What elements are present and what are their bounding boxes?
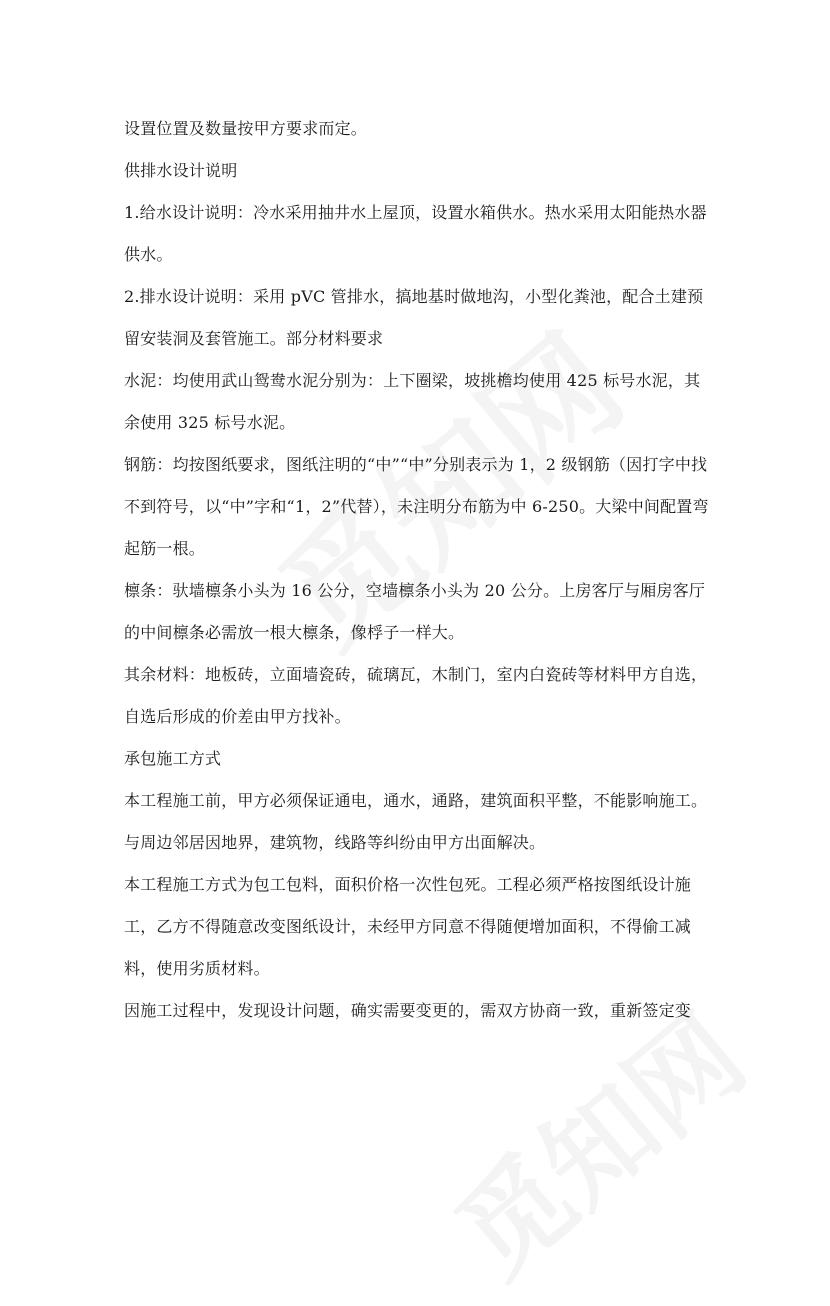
paragraph: 其余材料：地板砖，立面墙瓷砖，硫璃瓦，木制门，室内白瓷砖等材料甲方自选，自选后形成的价差由甲方找补。 (124, 665, 708, 726)
document-body (124, 108, 716, 1032)
paragraph: 本工程施工前，甲方必须保证通电，通水，通路，建筑面积平整，不能影响施工。 (124, 791, 708, 810)
section-heading: 供排水设计说明 (124, 161, 238, 180)
paragraph: 檩条：驮墙檩条小头为 16 公分，空墙檩条小头为 20 公分。上房客厅与厢房客厅的中间檩条必需放一根大檩条，像桴子一样大。 (124, 581, 706, 642)
section-heading: 承包施工方式 (124, 749, 222, 768)
paragraph: 与周边邻居因地界，建筑物，线路等纠纷由甲方出面解决。 (124, 833, 546, 852)
paragraph: 本工程施工方式为包工包料，面积价格一次性包死。工程必须严格按图纸设计施工，乙方不得随意改变图纸设计，未经甲方同意不得随便增加面积，不得偷工减料，使用劣质材料。 (124, 875, 692, 978)
paragraph: 2.排水设计说明：采用 pVC 管排水，搞地基时做地沟，小型化粪池，配合土建预留安装洞及套管施工。部分材料要求 (124, 287, 704, 348)
paragraph: 钢筋：均按图纸要求，图纸注明的“中”“中”分别表示为 1，2 级钢筋（因打字中找不到符号，以“中”字和“1，2”代替），未注明分布筋为中 6-250。大梁中间配置弯起筋一根。 (124, 455, 709, 558)
paragraph: 1.给水设计说明：冷水采用抽井水上屋顶，设置水箱供水。热水采用太阳能热水器供水。 (124, 203, 707, 264)
paragraph: 因施工过程中，发现设计问题，确实需要变更的，需双方协商一致，重新签定变 (124, 1001, 692, 1020)
paragraph: 设置位置及数量按甲方要求而定。 (124, 119, 368, 138)
paragraph: 水泥：均使用武山鸳鸯水泥分别为：上下圈梁，坡挑檐均使用 425 标号水泥，其余使用 325 标号水泥。 (124, 371, 701, 432)
